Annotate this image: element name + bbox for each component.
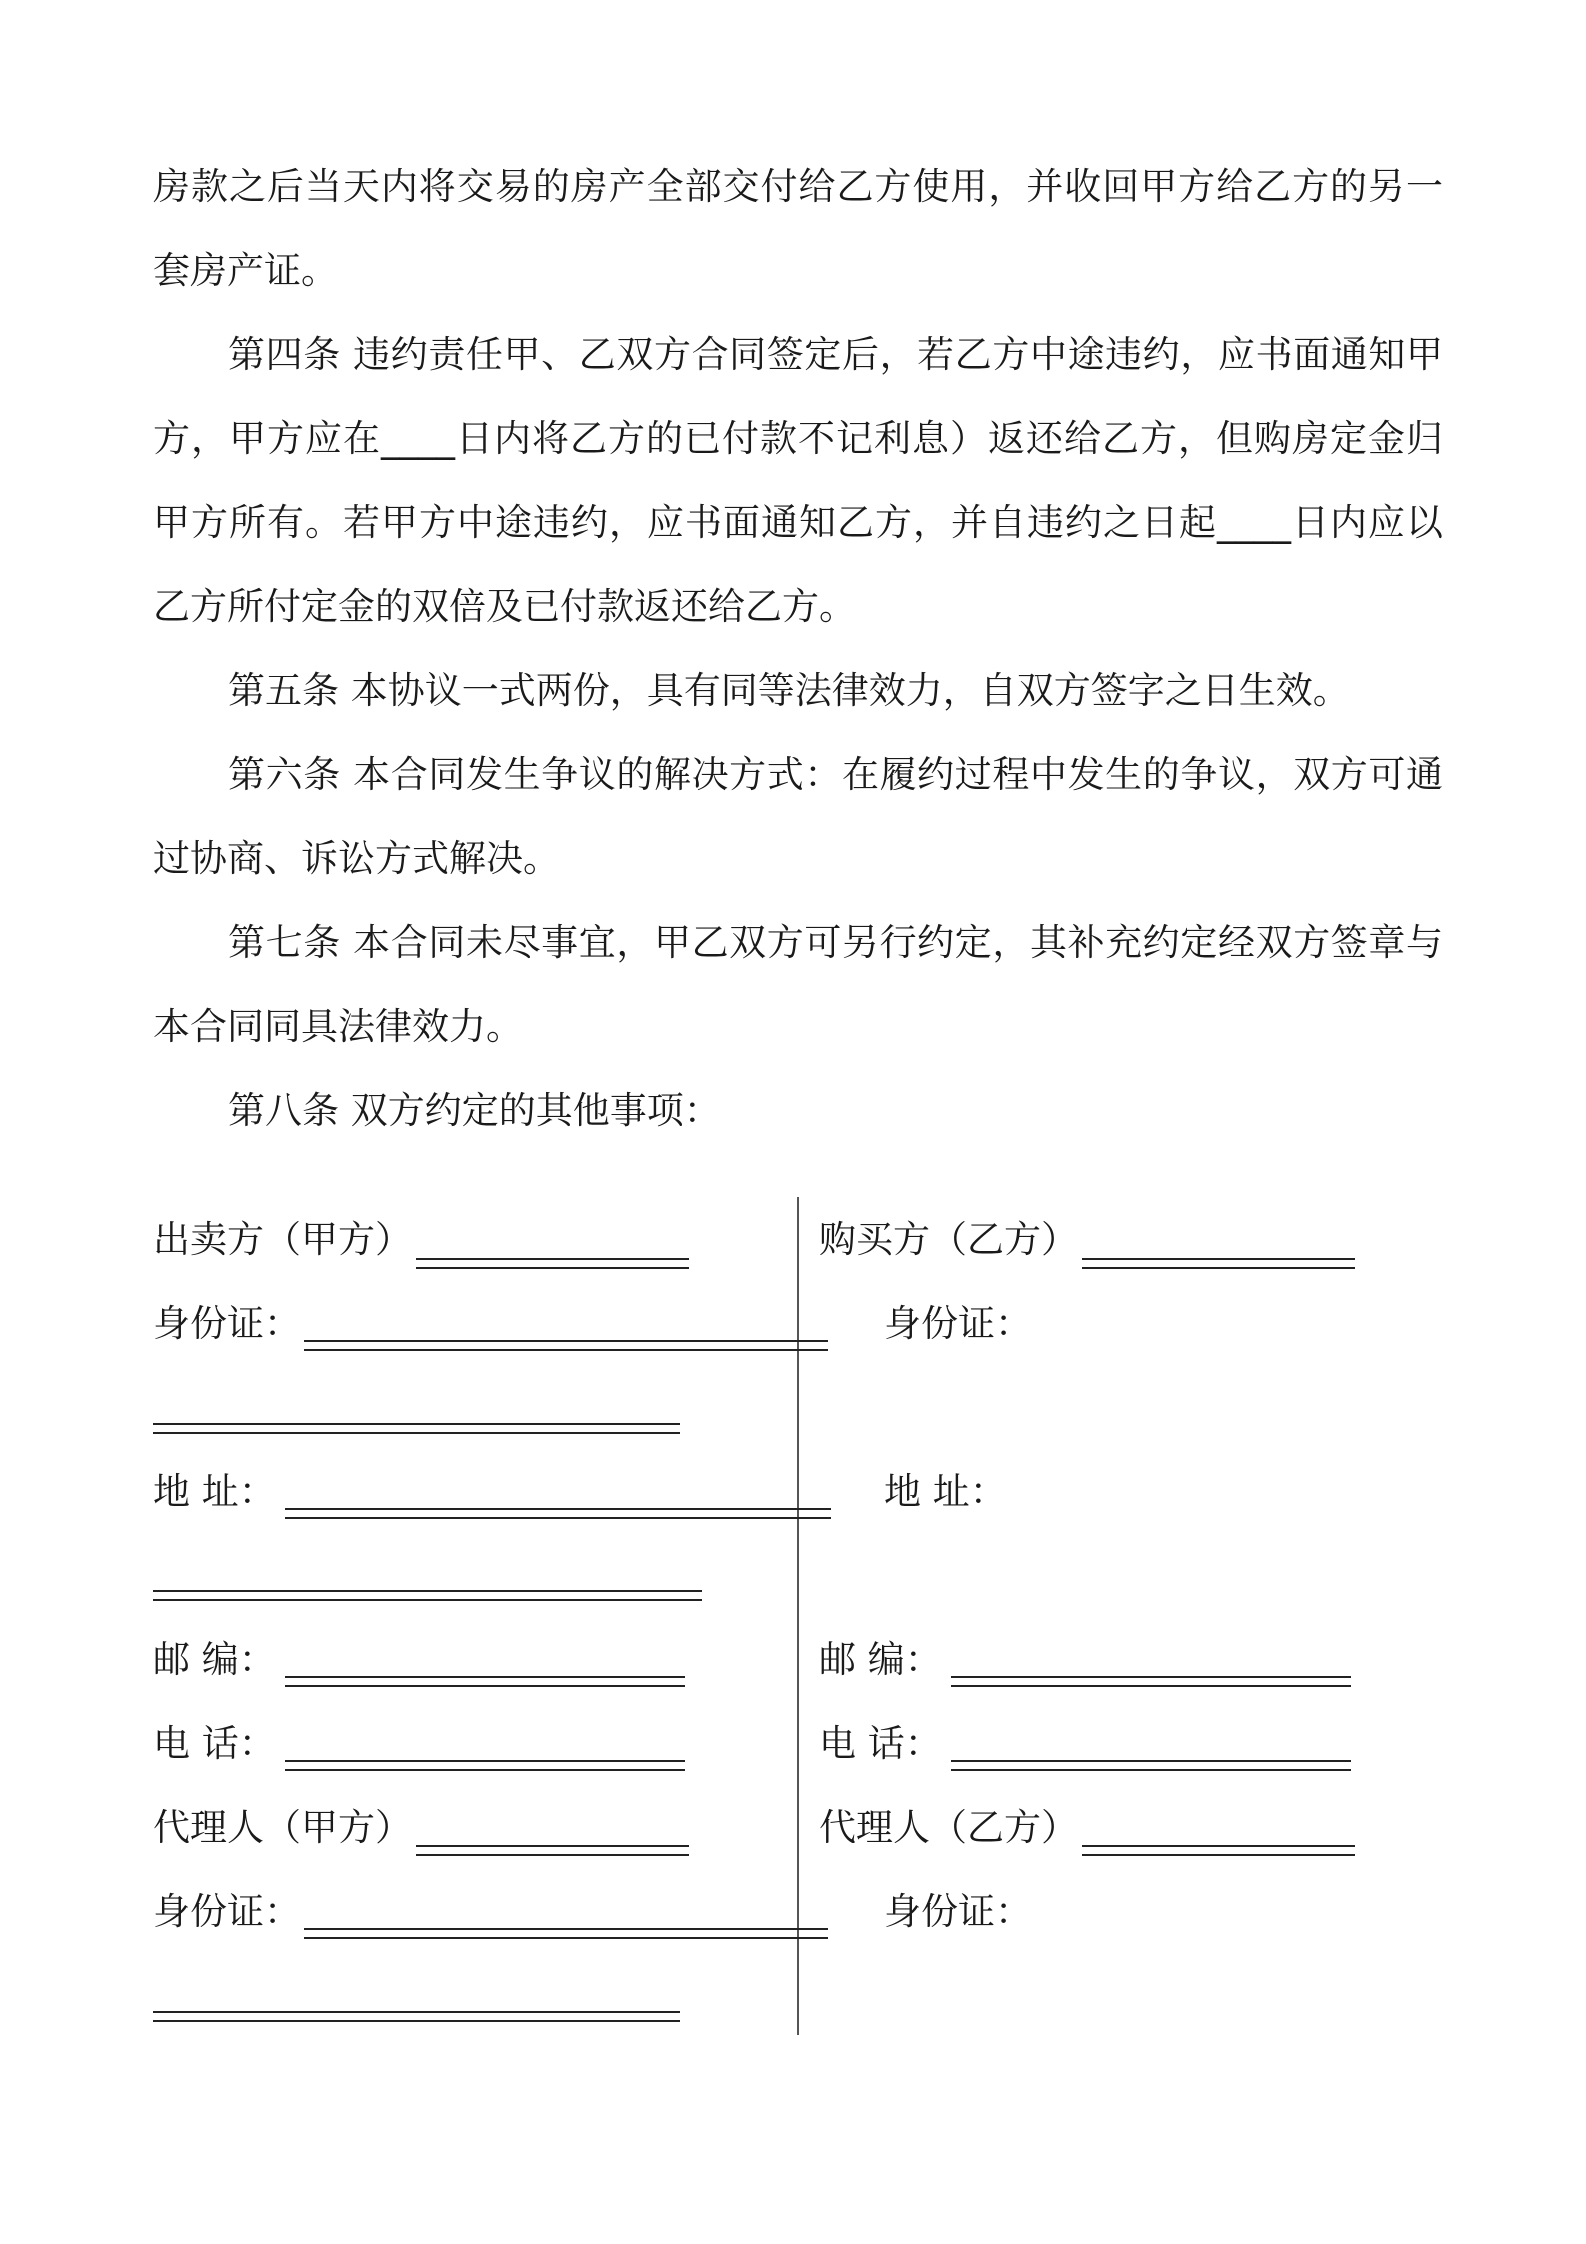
buyer-address-label: 地 址： — [884, 1470, 1007, 1513]
buyer-party-line[interactable] — [1082, 1258, 1355, 1269]
buyer-agent-id-label: 身份证： — [884, 1890, 1032, 1933]
seller-phone-label: 电 话： — [153, 1722, 276, 1765]
seller-postcode-label: 邮 编： — [153, 1638, 276, 1681]
seller-party-label: 出卖方（甲方） — [153, 1218, 412, 1261]
paragraph-article-4: 第四条 违约责任甲、乙双方合同签定后，若乙方中途违约，应书面通知甲方，甲方应在____日内将乙方的已付款不记利息）返还给乙方，但购房定金归甲方所有。若甲方中途违约，应书面通知乙方，并自违约之日起____日内应以乙方所付定金的双倍及已付款返还给乙方。 — [153, 333, 1443, 628]
paragraph-article-8: 第八条 双方约定的其他事项： — [228, 1089, 721, 1132]
seller-address-label: 地 址： — [153, 1470, 276, 1513]
paragraph-continuation: 房款之后当天内将交易的房产全部交付给乙方使用，并收回甲方给乙方的另一套房产证。 — [153, 165, 1443, 292]
paragraph-article-7: 第七条 本合同未尽事宜，甲乙双方可另行约定，其补充约定经双方签章与本合同同具法律效力。 — [153, 921, 1443, 1048]
seller-postcode-line[interactable] — [285, 1676, 685, 1687]
contract-body — [153, 145, 1443, 1153]
buyer-id-label: 身份证： — [884, 1302, 1032, 1345]
paragraph-article-6: 第六条 本合同发生争议的解决方式：在履约过程中发生的争议，双方可通过协商、诉讼方式解决。 — [153, 753, 1443, 880]
seller-agent-id-line-2[interactable] — [153, 2011, 680, 2022]
buyer-postcode-line[interactable] — [951, 1676, 1351, 1687]
seller-id-line-2[interactable] — [153, 1423, 680, 1434]
seller-agent-id-line[interactable] — [304, 1928, 828, 1939]
seller-party-line[interactable] — [416, 1258, 689, 1269]
seller-phone-line[interactable] — [285, 1760, 685, 1771]
buyer-phone-label: 电 话： — [819, 1722, 942, 1765]
column-divider — [797, 1197, 799, 2035]
seller-id-line[interactable] — [304, 1340, 828, 1351]
seller-agent-line[interactable] — [416, 1845, 689, 1856]
seller-id-label: 身份证： — [153, 1302, 301, 1345]
buyer-postcode-label: 邮 编： — [819, 1638, 942, 1681]
buyer-agent-label: 代理人（乙方） — [819, 1806, 1078, 1849]
seller-address-line-2[interactable] — [153, 1590, 702, 1601]
buyer-party-label: 购买方（乙方） — [819, 1218, 1078, 1261]
paragraph-article-5: 第五条 本协议一式两份，具有同等法律效力，自双方签字之日生效。 — [228, 669, 1350, 712]
buyer-phone-line[interactable] — [951, 1760, 1351, 1771]
seller-agent-id-label: 身份证： — [153, 1890, 301, 1933]
seller-address-line[interactable] — [285, 1508, 831, 1519]
buyer-agent-line[interactable] — [1082, 1845, 1355, 1856]
seller-agent-label: 代理人（甲方） — [153, 1806, 412, 1849]
